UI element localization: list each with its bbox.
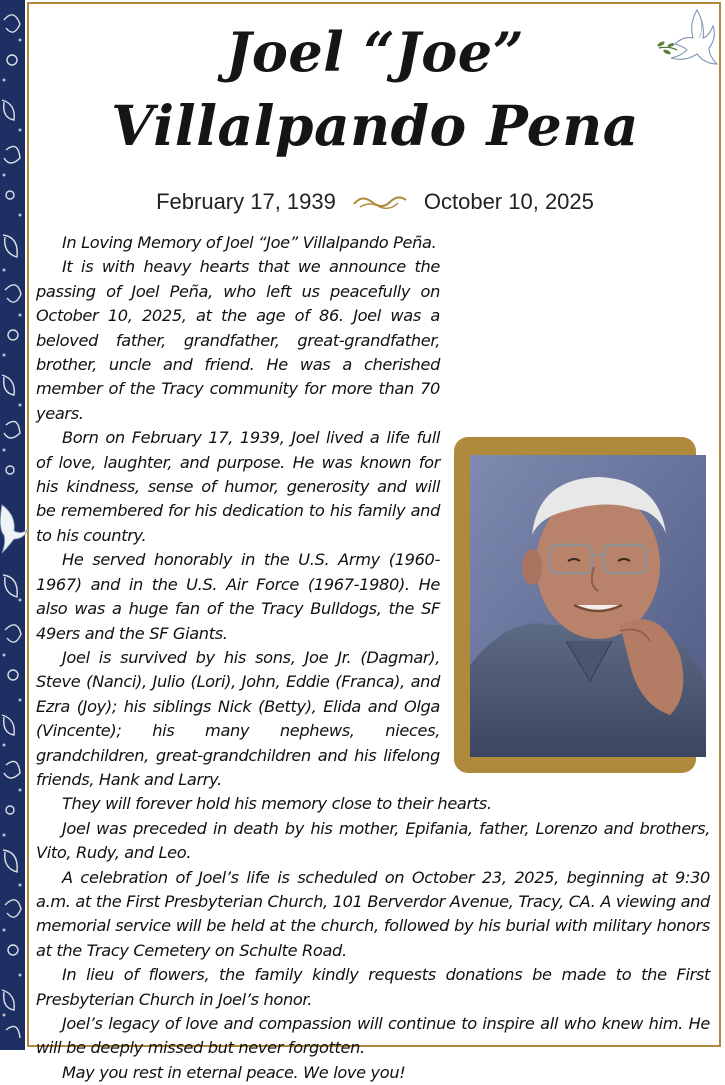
paragraph-farewell: May you rest in eternal peace. We love you!	[62, 1062, 406, 1082]
side-dove-icon	[0, 497, 30, 557]
paragraph-service: He served honorably in the U.S. Army (1960-1967) and in the U.S. Air Force (1967-1980). He also was a huge fan of the Tracy Bulldogs, the SF 49ers and the SF Giants.	[36, 550, 440, 643]
birth-date: February 17, 1939	[156, 189, 336, 214]
name-line-1: Joel “Joe”	[225, 20, 525, 84]
paragraph-life: Born on February 17, 1939, Joel lived a life full of love, laughter, and purpose. He was known for his kindness, sense of humor, generosity and will be remembered for his dedication to his family and to his country.	[36, 428, 440, 545]
swirl-divider-icon	[352, 192, 408, 212]
paragraph-passing: It is with heavy hearts that we announce the passing of Joel Peña, who left us peacefully on October 10, 2025, at the age of 86. Joel was a beloved father, grandfather, great-grandfather, brother, uncle and friend. He was a cherished member of the Tracy community for more than 70 years.	[36, 257, 440, 423]
paragraph-preceded: Joel was preceded in death by his mother, Epifania, father, Lorenzo and brothers, Vito, Rudy, and Leo.	[36, 818, 710, 863]
paragraph-legacy: Joel’s legacy of love and compassion will continue to inspire all who knew him. He will be deeply missed but never forgotten.	[36, 1014, 710, 1058]
paragraph-donations: In lieu of flowers, the family kindly requests donations be made to the First Presbyterian Church in Joel’s honor.	[36, 965, 710, 1009]
paragraph-memory: They will forever hold his memory close to their hearts.	[62, 794, 492, 814]
death-date: October 10, 2025	[423, 189, 594, 214]
life-dates	[35, 189, 715, 215]
name-line-2: Villalpando Pena	[111, 93, 639, 158]
paragraph-celebration: A celebration of Joel’s life is scheduled on October 23, 2025, beginning at 9:30 a.m. at the First Presbyterian Church, 101 Berverdor Avenue, Tracy, CA. A viewing and memorial service will be held at the church, followed by his burial with military honors at the Tracy Cemetery on Schulte Road.	[36, 867, 710, 960]
obituary-text	[36, 231, 710, 1085]
paragraph-intro: In Loving Memory of Joel “Joe” Villalpando Peña.	[62, 233, 437, 252]
paragraph-survivors: Joel is survived by his sons, Joe Jr. (Dagmar), Steve (Nanci), Julio (Lori), John, Eddie (Franca), and Ezra (Joy); his siblings Nick (Betty), Elida and Olga (Vincente); his many nephews, nieces, grandchildren, great-grandchildren and his lifelong friends, Hank and Larry.	[36, 647, 440, 789]
